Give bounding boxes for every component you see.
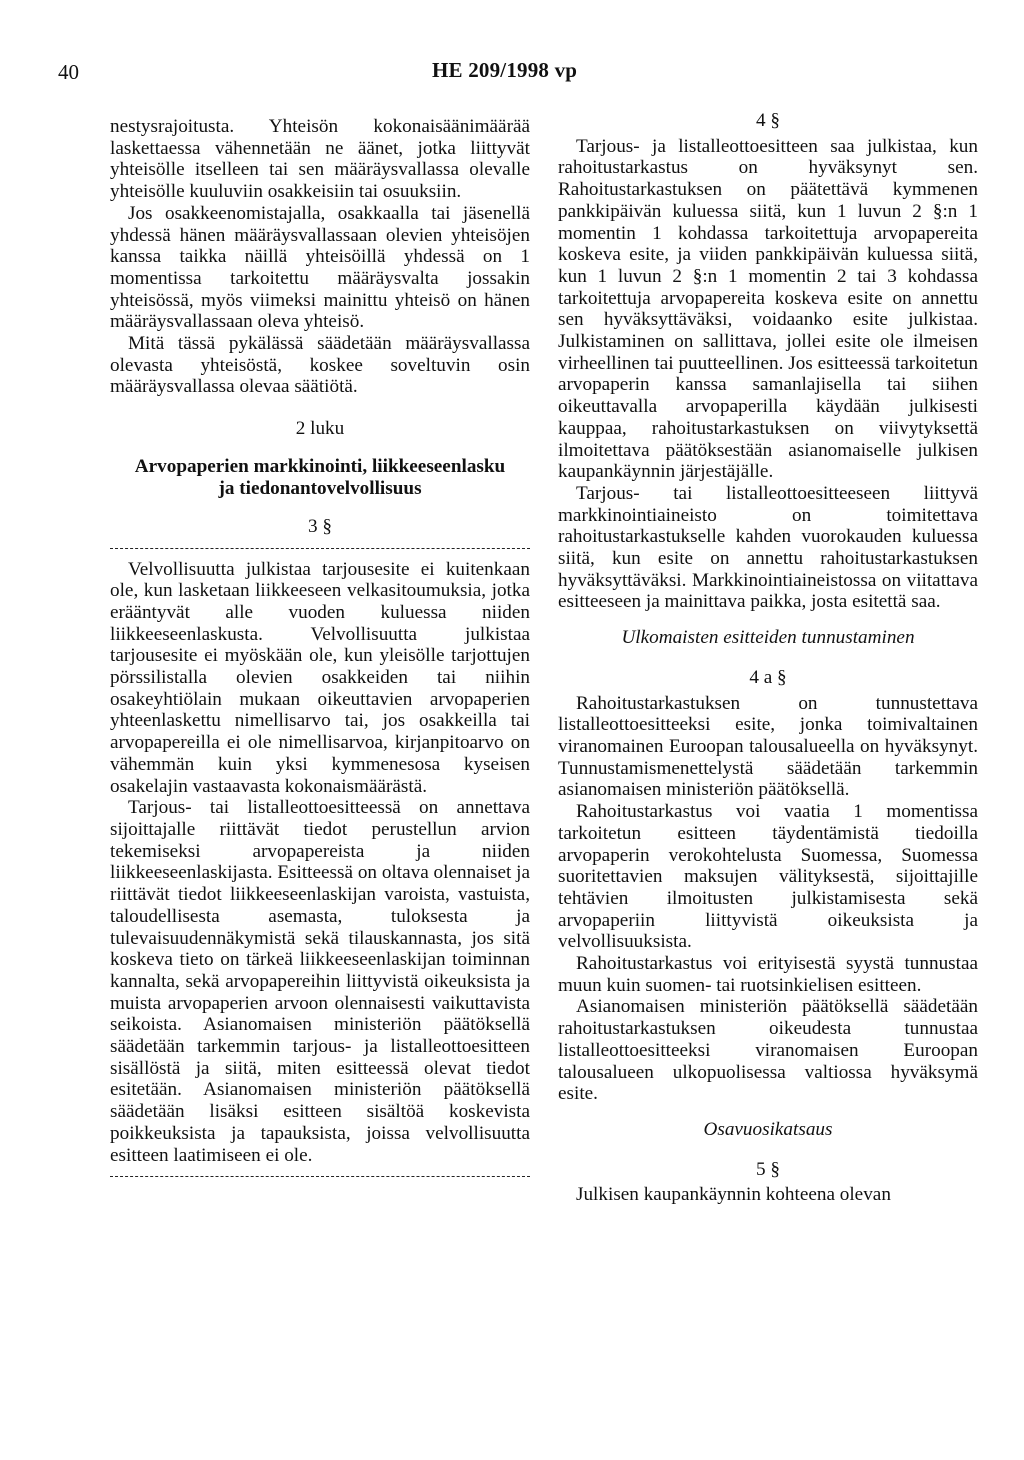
right-paragraph-5: Rahoitustarkastus voi erityisestä syystä tunnustaa muun kuin suomen- tai ruotsinkielisen esitteen. [558, 953, 978, 996]
page-number: 40 [58, 60, 79, 84]
left-paragraph-5: Tarjous- tai listalleottoesitteessä on annettava sijoittajalle riittävät tiedot perustellun arvion tekemiseksi arvopapereista ja niiden liikkeeseenlaskijasta. Esitteessä on oltava olennaiset ja riittävät tiedot liikkeeseenlaskijan varoista, vastuista, taloudellisesta asemasta, tuloksesta ja tulevaisuudennäkymistä sekä tilauskannasta, jos sitä koskeva tieto on tärkeä liikkeeseenlaskijan toiminnan kannalta, sekä arvopapereihin liittyvistä oikeuksista ja muista arvopaperien arvoon olennaisesti vaikuttavista seikoista. Asianomaisen ministeriön päätöksellä säädetään tarkemmin tarjous- ja listalleottoesitteen sisällöstä ja siitä, miten esitteessä olevat tiedot esitetään. Asianomaisen ministeriön päätöksellä säädetään lisäksi esitteen sisältöä koskevista poikkeuksista ja tapauksista, joissa velvollisuutta esitteen laatimiseen ei ole. [110, 797, 530, 1166]
chapter-title-line-1: Arvopaperien markkinointi, liikkeeseenlasku [134, 455, 506, 477]
section-4a-heading: 4 a § [749, 666, 787, 688]
left-column [110, 116, 530, 1187]
omission-line-bottom [110, 1176, 530, 1177]
right-paragraph-4: Rahoitustarkastus voi vaatia 1 momentissa tarkoitetun esitteen täydentämistä tiedoilla arvopaperin verokohtelusta Suomessa, Suomessa suoritettavien maksujen välityksestä, sijoittajille tehtävien ilmoitusten julkistamisesta sekä arvopaperiin liittyvistä oikeuksista ja velvollisuuksista. [558, 801, 978, 953]
chapter-title-line-2: ja tiedonantovelvollisuus [218, 477, 422, 499]
chapter-title [110, 456, 530, 500]
left-paragraph-3: Mitä tässä pykälässä säädetään määräysvallassa olevasta yhteisöstä, koskee soveltuvin osin määräysvallassa olevaa säätiötä. [110, 333, 530, 398]
right-paragraph-1: Tarjous- ja listalleottoesitteen saa julkistaa, kun rahoitustarkastus on hyväksynyt sen. Rahoitustarkastuksen on päätettävä kymmenen pankkipäivän kuluessa siitä, kun 1 luvun 2 §:n 1 momentin 1 kohdassa tarkoitettuja arvopapereita koskeva esite, ja viiden pankkipäivän kuluessa siitä, kun 1 luvun 2 §:n 1 momentin 2 tai 3 kohdassa tarkoitettuja arvopapereita koskeva esite on annettu sen hyväksyttäväksi, voidaanko esite julkistaa. Julkistaminen on sallittava, jollei esite ole ilmeisen virheellinen tai puutteellinen. Jos esitteessä tarkoitetun arvopaperin kanssa samanlajisella tai siihen oikeuttavalla arvopaperilla käydään julkisesti kauppaa, rahoitustarkastuksen on viivytyksettä ilmoitettava päätöksestään asianomaiselle julkisen kaupankäynnin järjestäjälle. [558, 135, 978, 483]
heading-interim-report: Osavuosikatsaus [703, 1118, 833, 1140]
section-4-heading: 4 § [756, 110, 780, 131]
right-paragraph-3: Rahoitustarkastuksen on tunnustettava listalleottoesitteeksi esite, jonka toimivaltainen viranomainen Euroopan talousalueella on hyväksynyt. Tunnustamismenettelystä säädetään tarkemmin asianomaisen ministeriön päätöksellä. [558, 692, 978, 801]
left-paragraph-2: Jos osakkeenomistajalla, osakkaalla tai jäsenellä yhdessä hänen määräysvallassaan olevien yhteisöjen kanssa taikka näillä yhteisöillä yhdessä on 1 momentissa tarkoitettu määräysvalta jossakin yhteisössä, myös viimeksi mainittu yhteisö on hänen määräysvallassaan oleva yhteisö. [110, 202, 530, 333]
heading-foreign-prospectus: Ulkomaisten esitteiden tunnustaminen [621, 627, 915, 649]
right-paragraph-7: Julkisen kaupankäynnin kohteena olevan [576, 1184, 891, 1206]
left-paragraph-1: nestysrajoitusta. Yhteisön kokonaisäänimäärää laskettaessa vähennetään ne äänet, jotka liittyvät yhteisölle itselleen tai sen määräysvallassa olevalle yhteisölle kuuluviin osakkeisiin tai osuuksiin. [110, 116, 530, 203]
right-paragraph-6: Asianomaisen ministeriön päätöksellä säädetään rahoitustarkastuksen oikeudesta tunnustaa listalleottoesitteeksi viranomaisen Euroopan talousalueen ulkopuolisessa valtiossa hyväksymä esite. [558, 996, 978, 1105]
left-paragraph-4: Velvollisuutta julkistaa tarjousesite ei kuitenkaan ole, kun lasketaan liikkeeseen velkasitoumuksia, jotka erääntyvät alle vuoden kuluessa niiden liikkeeseenlaskusta. Velvollisuutta julkistaa tarjousesite ei myöskään ole, kun yleisölle tarjottujen pörssilistalla olevien osakkeiden tai niihin osakeyhtiölain mukaan oikeuttavien arvopaperien yhteenlaskettu nimellisarvo tai, jos osakkeilla tai arvopapereilla ei ole nimellisarvoa, kirjanpitoarvo on vähemmän kuin yksi kymmenesosa kyseisen osakelajin vastaavasta kokonaismäärästä. [110, 558, 530, 797]
section-3-heading: 3 § [308, 515, 332, 537]
section-5-heading: 5 § [756, 1158, 780, 1180]
running-head: HE 209/1998 vp [432, 58, 578, 82]
right-paragraph-2: Tarjous- tai listalleottoesitteeseen liittyvä markkinointiaineisto on toimitettava rahoitustarkastukselle kahden vuorokauden kuluessa siitä, kun esite on annettu rahoitustarkastuksen hyväksyttäväksi. Markkinointiaineistossa on viitattava esitteeseen ja mainittava paikka, josta esitettä saa. [558, 482, 978, 613]
chapter-number: 2 luku [295, 418, 345, 440]
right-column [558, 104, 978, 1206]
omission-line-top [110, 548, 530, 549]
